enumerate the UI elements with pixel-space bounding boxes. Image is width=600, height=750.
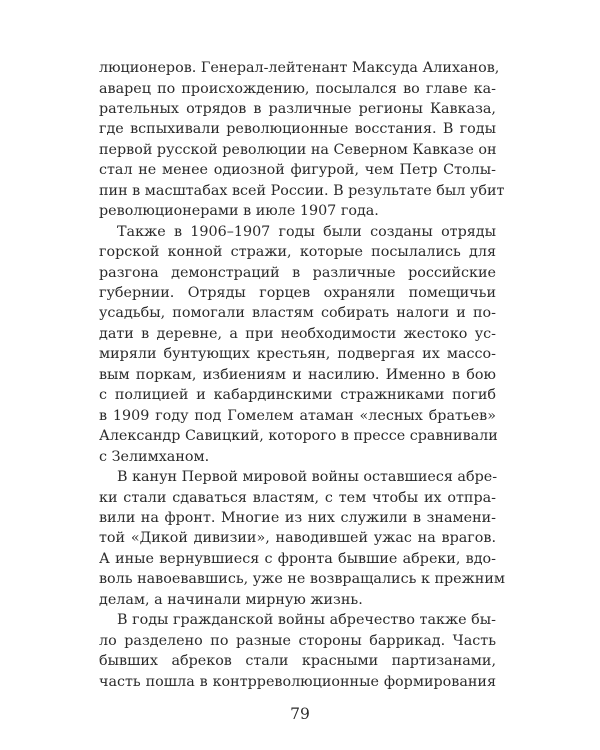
text-line: воль навоевавшись, уже не возвращались к прежним xyxy=(99,571,505,588)
paragraph-first-line: В канун Первой мировой войны оставшиеся абре- xyxy=(117,469,498,485)
text-line: стал не менее одиозной фигурой, чем Петр Столы- xyxy=(99,162,496,179)
text-line: миряли бунтующих крестьян, подвергая их массо- xyxy=(99,346,496,363)
text-line: Александр Савицкий, которого в прессе сравнивали xyxy=(99,428,498,445)
text-line: революционерами в июле 1907 года. xyxy=(99,203,379,220)
text-line: дати в деревне, а при необходимости жестоко ус- xyxy=(99,325,496,342)
text-line: с полицией и кабардинскими стражниками погиб xyxy=(99,387,496,404)
text-line: рательных отрядов в различные регионы Кавказа, xyxy=(99,100,496,117)
text-line: с Зелимханом. xyxy=(99,448,210,465)
text-line: ки стали сдаваться властям, с тем чтобы их отпра- xyxy=(99,489,496,506)
text-line: часть пошла в контрреволюционные формирования xyxy=(99,673,496,690)
page-number: 79 xyxy=(290,705,310,723)
text-line: разгона демонстраций в различные российские xyxy=(99,264,496,281)
text-line: первой русской революции на Северном Кавказе он xyxy=(99,141,497,158)
text-line: делам, а начинали мирную жизнь. xyxy=(99,591,363,608)
text-line: А иные вернувшиеся с фронта бывшие абреки, вдо- xyxy=(99,550,496,567)
text-line: где вспыхивали революционные восстания. В годы xyxy=(99,121,496,138)
paragraph-first-line: Также в 1906–1907 годы были созданы отряды xyxy=(117,223,496,240)
text-line: усадьбы, помогали властям собирать налоги и по- xyxy=(99,305,496,322)
text-line: пин в масштабах всей России. В результате был убит xyxy=(99,182,505,199)
text-line: люционеров. Генерал-лейтенант Максуда Алиханов, xyxy=(99,60,500,76)
paragraph-first-line: В годы гражданской войны абречество также бы- xyxy=(117,612,496,629)
text-line: в 1909 году под Гомелем атаман «лесных братьев» xyxy=(99,407,496,424)
text-line: аварец по происхождению, посылался во главе ка- xyxy=(99,80,496,97)
text-line: вым поркам, избиениям и насилию. Именно в бою xyxy=(99,366,496,383)
text-line: бывших абреков стали красными партизанами, xyxy=(99,653,496,670)
text-line: губернии. Отряды горцев охраняли помещичьи xyxy=(99,285,496,301)
text-line: той «Дикой дивизии», наводившей ужас на врагов. xyxy=(99,530,496,547)
text-line: вили на фронт. Многие из них служили в знамени- xyxy=(99,509,496,526)
text-line: ло разделено по разные стороны баррикад. Часть xyxy=(99,632,496,649)
text-line: горской конной стражи, которые посылались для xyxy=(99,244,496,261)
